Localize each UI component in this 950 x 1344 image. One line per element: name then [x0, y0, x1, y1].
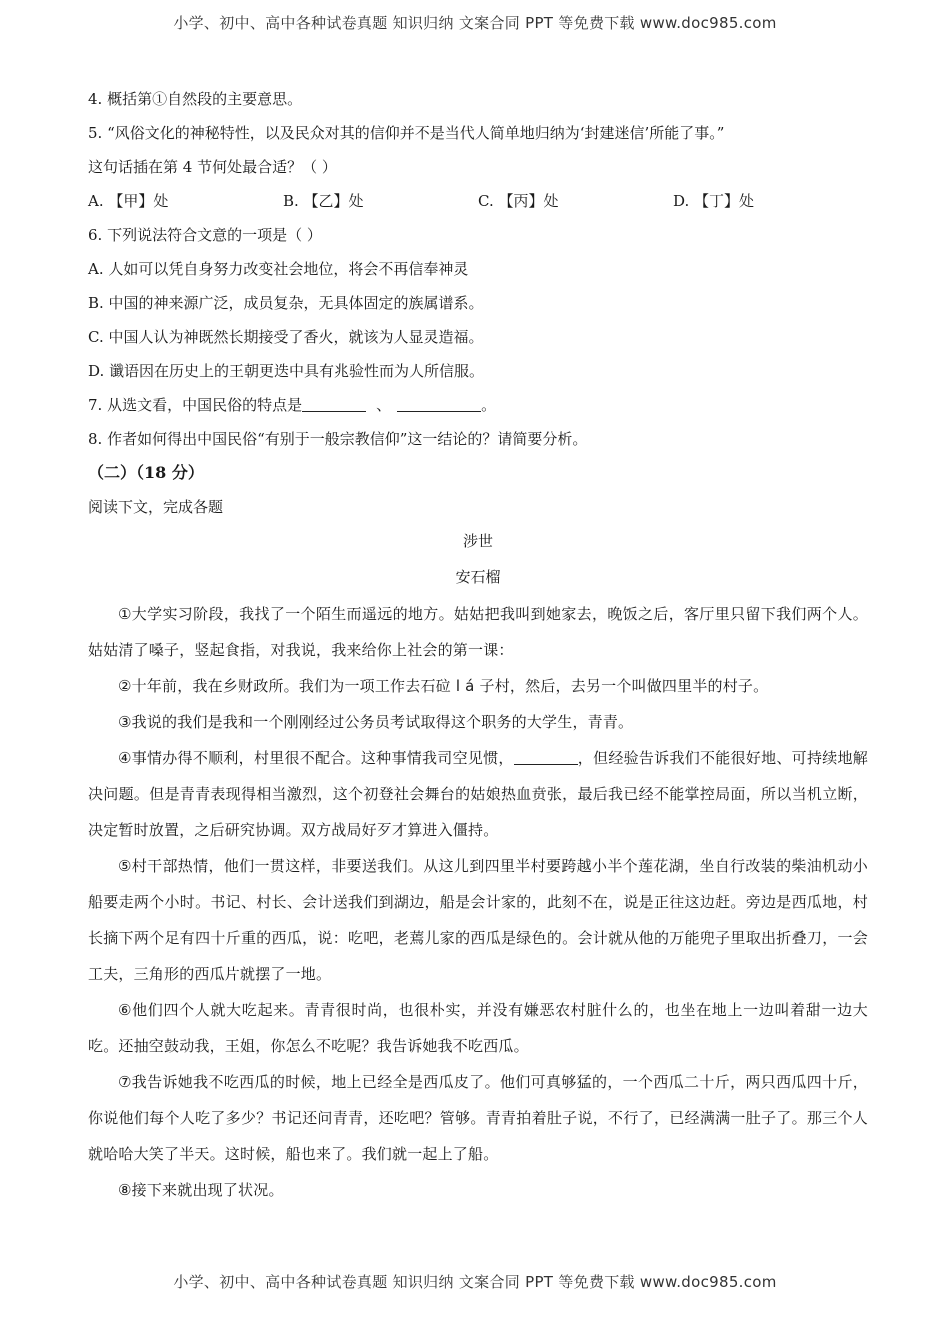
- paragraph-8: ⑧接下来就出现了状况。: [118, 1181, 284, 1199]
- paragraph-2: ②十年前，我在乡财政所。我们为一项工作去石砬 l á 子村，然后，去另一个叫做四里半的村子。: [118, 677, 769, 695]
- article-author: 安石榴: [455, 568, 501, 586]
- paragraph-4-before: ④事情办得不顺利，村里很不配合。这种事情我司空见惯，: [118, 749, 514, 767]
- question-6-option-a: A. 人如可以凭自身努力改变社会地位，将会不再信奉神灵: [88, 260, 469, 278]
- paragraph-3: ③我说的我们是我和一个刚刚经过公务员考试取得这个职务的大学生，青青。: [118, 713, 634, 731]
- paragraph-4: [88, 740, 868, 848]
- question-7-prefix: 7. 从选文看，中国民俗的特点是: [88, 396, 303, 414]
- question-8: 8. 作者如何得出中国民俗“有别于一般宗教信仰”这一结论的？请简要分析。: [88, 430, 588, 448]
- question-6-option-b: B. 中国的神来源广泛，成员复杂，无具体固定的族属谱系。: [88, 294, 484, 312]
- paragraph-7: ⑦我告诉她我不吃西瓜的时候，地上已经全是西瓜皮了。他们可真够猛的，一个西瓜二十斤，两只西瓜四十斤，你说他们每个人吃了多少？书记还问青青，还吃吧？管够。青青拍着肚子说，不行了，已经满满一肚子了。那三个人就哈哈大笑了半天。这时候，船也来了。我们就一起上了船。: [88, 1073, 868, 1163]
- option-a: A. 【甲】处: [88, 192, 169, 210]
- paragraph-5: ⑤村干部热情，他们一贯这样，非要送我们。从这儿到四里半村要跨越小半个莲花湖，坐自行改装的柴油机动小船要走两个小时。书记、村长、会计送我们到湖边，船是会计家的，此刻不在，说是正往这边赶。旁边是西瓜地，村长摘下两个足有四十斤重的西瓜，说：吃吧，老蔫儿家的西瓜是绿色的。会计就从他的万能兜子里取出折叠刀，一会工夫，三角形的西瓜片就摆了一地。: [88, 857, 868, 983]
- question-4: 4. 概括第①自然段的主要意思。: [88, 90, 303, 108]
- question-5-line2: 这句话插在第 4 节何处最合适？（ ）: [88, 158, 337, 176]
- section-title: （二）（18 分）: [88, 463, 204, 482]
- question-6-option-c: C. 中国人认为神既然长期接受了香火，就该为人显灵造福。: [88, 328, 484, 346]
- question-7: [88, 394, 868, 416]
- question-6-option-d: D. 谶语因在历史上的王朝更迭中具有兆验性而为人所信服。: [88, 362, 485, 380]
- paragraph-4-blank: [514, 748, 578, 765]
- answer-blank-1: [302, 395, 366, 412]
- question-5-options: [88, 190, 868, 212]
- answer-blank-2: [397, 395, 481, 412]
- question-7-suffix: 。: [481, 396, 497, 414]
- paragraph-1: ①大学实习阶段，我找了一个陌生而遥远的地方。姑姑把我叫到她家去，晚饭之后，客厅里只留下我们两个人。姑姑清了嗓子，竖起食指，对我说，我来给你上社会的第一课：: [88, 605, 868, 659]
- document-body: [88, 88, 868, 1208]
- article-title: 涉世: [462, 532, 493, 550]
- question-6: 6. 下列说法符合文意的一项是（ ）: [88, 226, 322, 244]
- option-d: D. 【丁】处: [673, 192, 755, 210]
- question-5-line1: 5. “风俗文化的神秘特性，以及民众对其的信仰并不是当代人简单地归纳为‘封建迷信’所能了事。”: [88, 124, 725, 142]
- page-footer: 小学、初中、高中各种试卷真题 知识归纳 文案合同 PPT 等免费下载 www.doc985.com: [173, 1273, 777, 1291]
- page-header: 小学、初中、高中各种试卷真题 知识归纳 文案合同 PPT 等免费下载 www.doc985.com: [173, 14, 777, 32]
- paragraph-6: ⑥他们四个人就大吃起来。青青很时尚，也很朴实，并没有嫌恶农村脏什么的，也坐在地上一边叫着甜一边大吃。还抽空鼓动我，王姐，你怎么不吃呢？我告诉她我不吃西瓜。: [88, 1001, 868, 1055]
- reading-instruction: 阅读下文，完成各题: [88, 498, 224, 516]
- option-c: C. 【丙】处: [478, 192, 559, 210]
- paragraph-4-after: ，但经验告诉我们不能很好地、可持续地解决问题。但是青青表现得相当激烈，这个初登社会舞台的姑娘热血贲张，最后我已经不能掌控局面，所以当机立断，决定暂时放置，之后研究协调。双方战局好歹才算进入僵持。: [88, 749, 868, 839]
- option-b: B. 【乙】处: [283, 192, 364, 210]
- question-7-separator: 、: [376, 396, 392, 414]
